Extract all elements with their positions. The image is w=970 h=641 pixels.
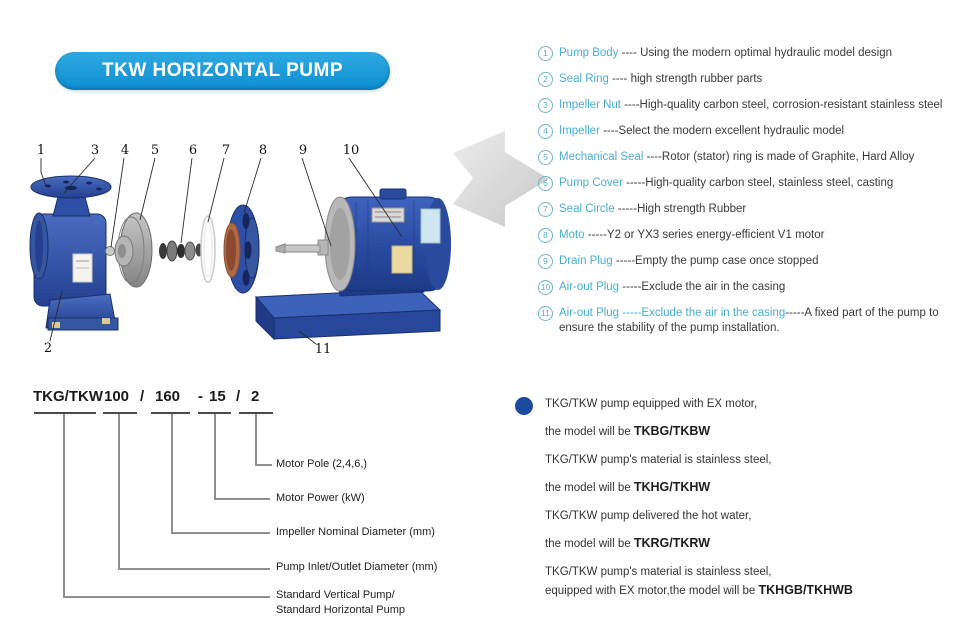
note-line — [545, 424, 955, 439]
parts-list-item-5 — [538, 150, 963, 165]
model-segment-pole: 2 — [251, 388, 260, 405]
part-desc: -----Empty the pump case once stopped — [612, 255, 819, 267]
note-model-code: TKBG/TKBW — [633, 424, 711, 438]
circled-number: 10 — [538, 280, 553, 295]
underline-bar — [103, 412, 137, 414]
parts-list-item-2 — [538, 72, 963, 87]
note-text: the model will be — [545, 538, 634, 550]
callout-5: 5 — [150, 143, 160, 158]
label-standard-horizontal: Standard Horizontal Pump — [276, 604, 406, 616]
part-name: Impeller Nut — [559, 99, 621, 111]
parts-list-item-1 — [538, 46, 963, 61]
base-plate-part — [256, 289, 440, 339]
circled-number: 1 — [538, 46, 553, 61]
note-line — [545, 508, 955, 523]
tree-line — [118, 568, 270, 570]
part-desc: ---- Using the modern optimal hydraulic model design — [618, 47, 893, 59]
part-desc: -----Exclude the air in the casing — [619, 281, 786, 293]
tree-line — [171, 414, 173, 534]
tree-line — [118, 414, 120, 570]
label-motor-power: Motor Power (kW) — [276, 492, 365, 504]
note-model-code: TKRG/TKRW — [633, 536, 711, 550]
note-text: the model will be — [545, 426, 634, 438]
part-desc: ----Select the modern excellent hydraulic model — [599, 125, 845, 137]
part-name: Seal Circle — [559, 203, 615, 215]
circled-number: 5 — [538, 150, 553, 165]
exploded-pump-diagram — [20, 128, 555, 378]
right-arrow-icon — [453, 131, 549, 227]
note-line — [545, 583, 955, 598]
note-model-code: TKHG/TKHW — [633, 480, 711, 494]
part-name-desc: -----Exclude the air in the casing — [619, 307, 786, 319]
note-model-code: TKHGB/TKHWB — [758, 583, 853, 597]
callout-8: 8 — [258, 143, 268, 158]
tree-line — [255, 414, 257, 466]
motor-nameplate — [392, 246, 412, 273]
circled-number: 7 — [538, 202, 553, 217]
parts-list-item-10 — [538, 280, 963, 295]
parts-list-item-7 — [538, 202, 963, 217]
part-name: Impeller — [559, 125, 600, 137]
part-desc: ----High-quality carbon steel, corrosion-resistant stainless steel — [621, 99, 943, 111]
circled-number: 11 — [538, 306, 553, 321]
parts-list — [538, 46, 963, 347]
parts-list-item-4 — [538, 124, 963, 139]
pump-body-part — [30, 176, 118, 330]
tree-line — [214, 498, 270, 500]
tree-line — [171, 532, 270, 534]
callout-11: 11 — [314, 342, 332, 357]
note-text: TKG/TKW pump's material is stainless steel, — [545, 566, 772, 578]
impeller-part — [115, 213, 152, 287]
part-name: Seal Ring — [559, 73, 609, 85]
model-separator: / — [140, 388, 145, 405]
circled-number: 9 — [538, 254, 553, 269]
circled-number: 8 — [538, 228, 553, 243]
label-impeller-diameter: Impeller Nominal Diameter (mm) — [276, 526, 435, 538]
motor-grill — [372, 208, 404, 222]
model-separator: - — [198, 388, 203, 405]
label-standard-vertical: Standard Vertical Pump/ — [276, 589, 395, 601]
model-segment-series: TKG/TKW — [33, 388, 103, 405]
part-name: Drain Plug — [559, 255, 613, 267]
part-name: Air-out Plug — [559, 307, 620, 319]
note-line — [545, 536, 955, 551]
callout-7: 7 — [221, 143, 231, 158]
part-name: Pump Cover — [559, 177, 623, 189]
callout-9: 9 — [298, 143, 308, 158]
label-motor-pole: Motor Pole (2,4,6,) — [276, 458, 368, 470]
callout-2: 2 — [43, 341, 53, 356]
model-notes — [545, 396, 955, 611]
impeller-nut-part — [106, 247, 115, 256]
part-desc: -----A fixed part of the pump to ensure the stability of the pump installation. — [559, 307, 939, 334]
circled-number: 3 — [538, 98, 553, 113]
note-text: equipped with EX motor,the model will be — [545, 585, 759, 597]
part-desc: -----High strength Rubber — [614, 203, 747, 215]
parts-list-item-11 — [538, 306, 963, 336]
parts-list-item-8 — [538, 228, 963, 243]
circled-number: 4 — [538, 124, 553, 139]
callout-1: 1 — [36, 143, 46, 158]
underline-bar — [34, 412, 96, 414]
motor-shaft — [285, 245, 320, 252]
callout-4: 4 — [120, 143, 130, 158]
callout-10: 10 — [342, 143, 360, 158]
part-desc: -----High-quality carbon steel, stainless steel, casting — [622, 177, 894, 189]
parts-list-item-6 — [538, 176, 963, 191]
part-name: Moto — [559, 229, 585, 241]
motor-sticker — [421, 209, 440, 243]
title-banner — [55, 52, 390, 90]
seal-circle-part — [201, 216, 215, 282]
part-name: Air-out Plug — [559, 281, 620, 293]
mechanical-seal-part — [159, 241, 203, 261]
circled-number: 6 — [538, 176, 553, 191]
page-title: TKW HORIZONTAL PUMP — [102, 60, 343, 81]
note-text: the model will be — [545, 482, 634, 494]
part-desc: ----Rotor (stator) ring is made of Graphite, Hard Alloy — [643, 151, 915, 163]
parts-list-item-9 — [538, 254, 963, 269]
part-name: Pump Body — [559, 47, 619, 59]
bullet-icon — [515, 397, 533, 415]
callout-3: 3 — [90, 143, 100, 158]
note-text: TKG/TKW pump delivered the hot water, — [545, 510, 752, 522]
part-desc: -----Y2 or YX3 series energy-efficient V1 motor — [584, 229, 825, 241]
model-segment-impeller: 160 — [155, 388, 181, 405]
motor-part — [276, 189, 451, 296]
model-segment-inlet: 100 — [104, 388, 130, 405]
tree-line — [63, 414, 65, 598]
note-text: TKG/TKW pump equipped with EX motor, — [545, 398, 758, 410]
part-name: Mechanical Seal — [559, 151, 644, 163]
circled-number: 2 — [538, 72, 553, 87]
note-line — [545, 564, 955, 579]
note-text: TKG/TKW pump's material is stainless steel, — [545, 454, 772, 466]
label-inlet-diameter: Pump Inlet/Outlet Diameter (mm) — [276, 561, 438, 573]
model-segment-power: 15 — [209, 388, 226, 405]
tree-line — [255, 464, 272, 466]
part-desc: ---- high strength rubber parts — [608, 73, 763, 85]
note-line — [545, 396, 955, 411]
model-separator: / — [236, 388, 241, 405]
note-line — [545, 480, 955, 495]
callout-6: 6 — [188, 143, 198, 158]
parts-list-item-3 — [538, 98, 963, 113]
tree-line — [214, 414, 216, 500]
pump-cover-part — [224, 205, 259, 293]
tree-line — [63, 596, 270, 598]
note-line — [545, 452, 955, 467]
